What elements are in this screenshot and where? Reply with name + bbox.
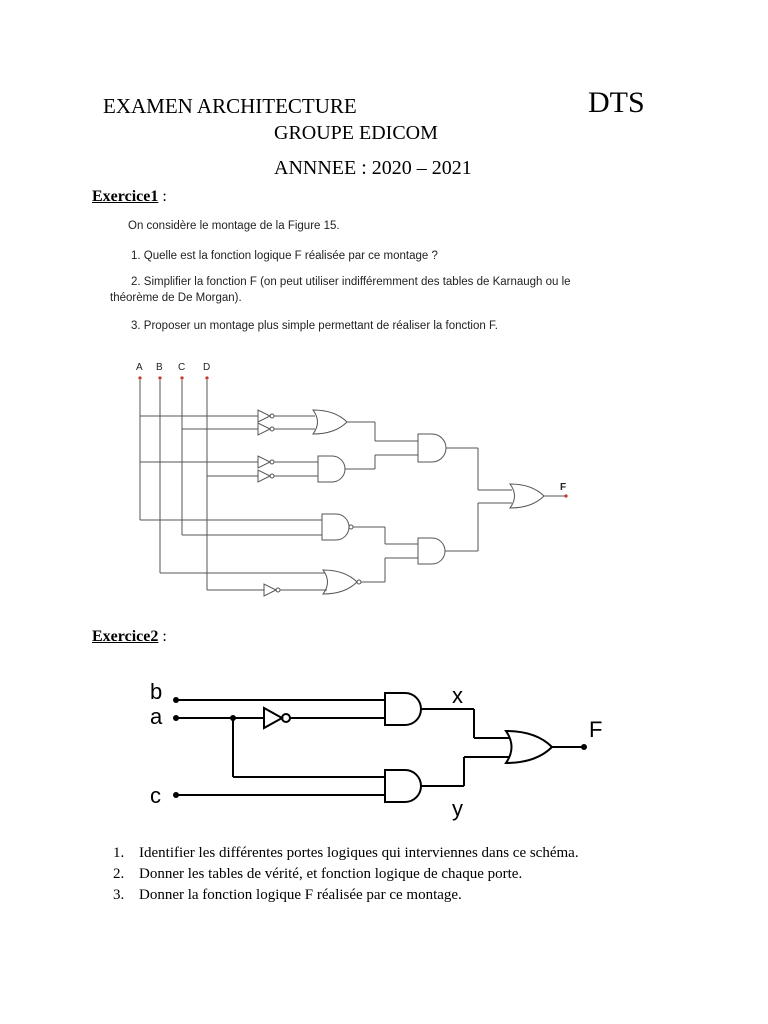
exercise1-intro: On considère le montage de la Figure 15. <box>128 220 340 232</box>
circuit2-output-f: F <box>589 717 603 742</box>
exercise2-question-2-num: 2. <box>113 866 125 882</box>
circuit2-label-x: x <box>452 683 463 708</box>
exercise1-heading-suffix: : <box>158 188 167 205</box>
exercise2-question-1-text: Identifier les différentes portes logiques qui interviennes dans ce schéma. <box>139 845 579 861</box>
exercise1-question-2-line2: théorème de De Morgan). <box>110 292 242 304</box>
circuit1-output-f: F <box>560 482 567 493</box>
exercise2-question-3-text: Donner la fonction logique F réalisée par ce montage. <box>139 887 462 903</box>
exercise2-question-1 <box>113 845 579 862</box>
program-code: DTS <box>588 86 645 119</box>
circuit1-input-b: B <box>156 362 163 373</box>
group-name: GROUPE EDICOM <box>274 122 438 144</box>
academic-year: ANNNEE : 2020 – 2021 <box>274 157 472 179</box>
exam-title: EXAMEN ARCHITECTURE <box>103 94 357 118</box>
circuit1-input-a: A <box>136 362 143 373</box>
exercise1-question-1: 1. Quelle est la fonction logique F réalisée par ce montage ? <box>131 250 438 262</box>
exercise2-heading-word: Exercice2 <box>92 628 159 645</box>
circuit1-input-d: D <box>203 362 211 373</box>
circuit2-label-y: y <box>452 796 463 821</box>
exercise1-question-3: 3. Proposer un montage plus simple permettant de réaliser la fonction F. <box>131 320 498 332</box>
circuit1-input-c: C <box>178 362 186 373</box>
exercise2-heading-suffix: : <box>158 628 167 645</box>
circuit2-input-c: c <box>150 783 161 808</box>
exercise2-question-1-num: 1. <box>113 845 125 861</box>
exercise2-question-2-text: Donner les tables de vérité, et fonction logique de chaque porte. <box>139 866 523 882</box>
circuit2-input-b: b <box>150 679 163 704</box>
exercise1-heading-word: Exercice1 <box>92 188 159 205</box>
exercise2-question-3-num: 3. <box>113 887 125 903</box>
exercise2-question-2 <box>113 866 522 883</box>
exercise2-question-3 <box>113 887 462 904</box>
exercise1-question-2-line1: 2. Simplifier la fonction F (on peut utiliser indifféremment des tables de Karnaugh ou le <box>131 276 571 288</box>
circuit2-input-a: a <box>150 704 163 729</box>
